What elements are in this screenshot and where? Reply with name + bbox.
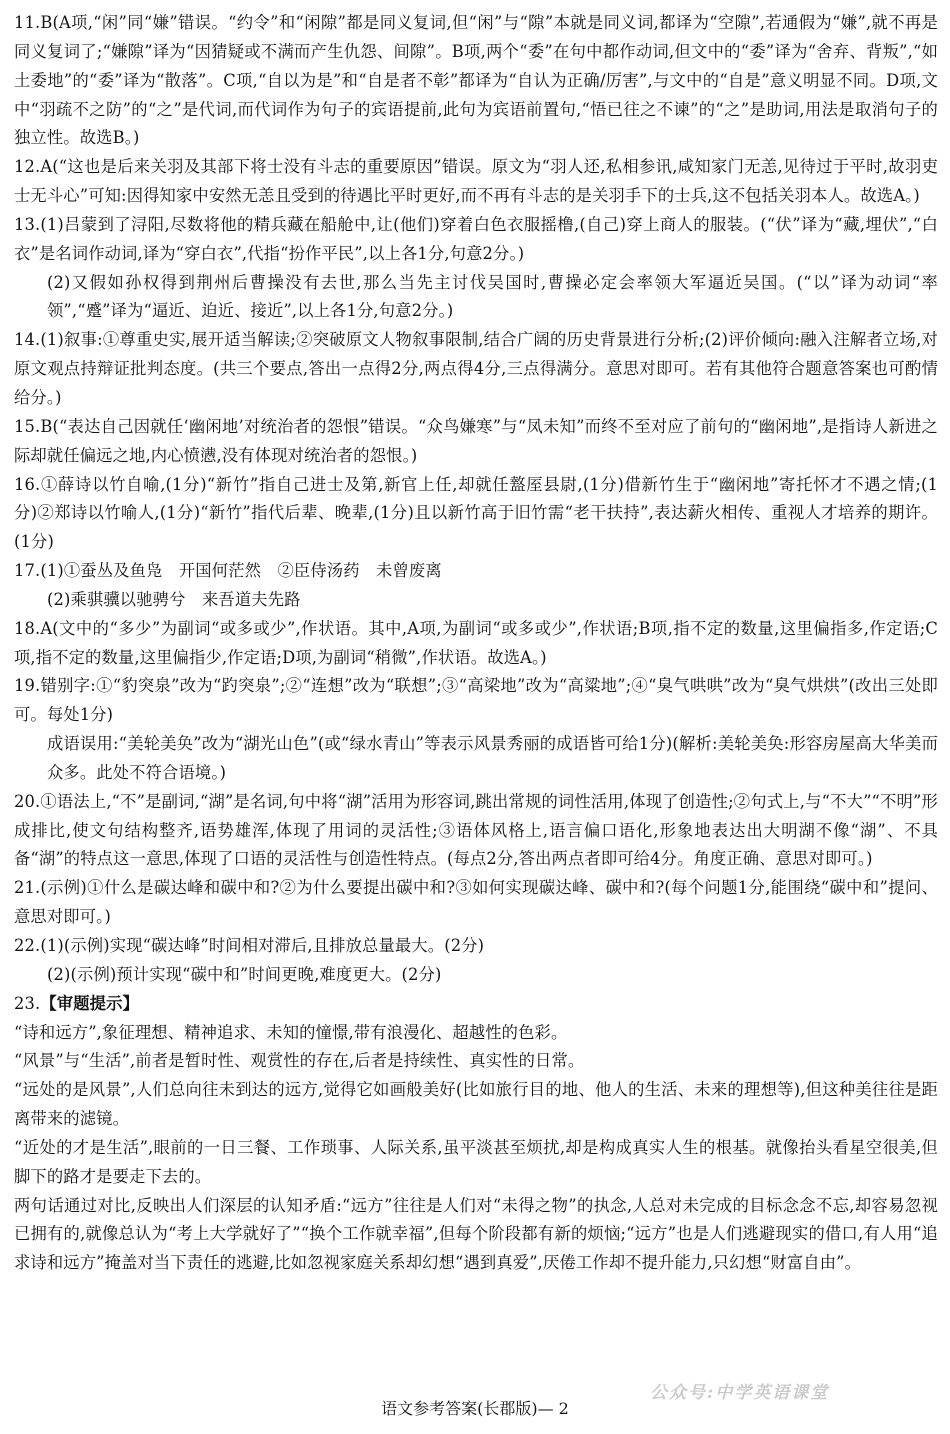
item-text: B(A项,“闲”同“嫌”错误。“约令”和“闲隙”都是同义复词,但“闲”与“隙”本就是同义词,都译为“空隙”,若通假为“嫌”,就不再是同义复词了;“嫌隙”译为“因猜疑或不满而产生仇怨、间隙”。B项,两个“委”在句中都作动词,但文中的“委”译为“舍弃、背叛”,“如土委地”的“委”译为“散落”。C项,“自以为是”和“自是者不彰”都译为“自认为正确/厉害”,与文中的“自是”意义明显不同。D项,文中“羽疏不之防”的“之”是代词,而代词作为句子的宾语提前,此句为宾语前置句,“悟已往之不谏”的“之”是助词,用法是取消句子的独立性。故选B。) <box>14 13 938 148</box>
item-text: “近处的才是生活”,眼前的一日三餐、工作琐事、人际关系,虽平淡甚至烦扰,却是构成真实人生的根基。就像抬头看星空很美,但脚下的路才是要走下去的。 <box>14 1137 938 1186</box>
item-text: 错别字:①“豹突泉”改为“趵突泉”;②“连想”改为“联想”;③“高梁地”改为“高粱地”;④“臭气哄哄”改为“臭气烘烘”(改出三处即可。每处1分) <box>14 676 938 725</box>
item-number: 22. <box>14 936 41 955</box>
item-text: (1)叙事:①尊重史实,展开适当解读;②突破原文人物叙事限制,结合广阔的历史背景进行分析;(2)评价倾向:融入注解者立场,对原文观点持辩证批判态度。(共三个要点,答出一点得2分,两点得4分,三点得满分。意思对即可。若有其他符合题意答案也可酌情给分。) <box>14 330 938 407</box>
item-text: (2)乘骐骥以驰骋兮 来吾道夫先路 <box>47 589 301 609</box>
answer-subitem <box>14 961 938 990</box>
item-text: (2)又假如孙权得到荆州后曹操没有去世,那么当先主讨伐吴国时,曹操必定会率领大军逼近吴国。(“以”译为动词“率领”,“蹙”译为“逼近、迫近、接近”,以上各1分,句意2分。) <box>47 272 938 321</box>
item-number: 21. <box>14 878 41 898</box>
item-number: 13. <box>14 214 41 234</box>
answer-item <box>14 672 938 730</box>
item-text: A(“这也是后来关羽及其部下将士没有斗志的重要原因”错误。原文为“羽人还,私相参讯,咸知家门无恙,见待过于平时,故羽吏士无斗心”可知:因得知家中安然无恙且受到的待遇比平时更好,而不再有斗志的是关羽手下的士兵,这不包括关羽本人。故选A。) <box>14 157 938 206</box>
page-footer: 语文参考答案(长郡版)— 2 <box>381 1399 569 1418</box>
item-number: 17. <box>14 561 41 581</box>
section-heading: 【审题提示】 <box>40 993 139 1013</box>
answer-item <box>14 874 938 932</box>
answer-item <box>14 471 938 558</box>
item-text: (1)(示例)实现“碳达峰”时间相对滞后,且排放总量最大。(2分) <box>40 936 485 955</box>
item-text: “诗和远方”,象征理想、精神追求、未知的憧憬,带有浪漫化、超越性的色彩。 <box>14 1022 568 1042</box>
answer-item <box>14 326 938 413</box>
item-number: 16. <box>14 474 41 494</box>
answer-item <box>14 413 938 471</box>
item-number: 18. <box>14 618 41 638</box>
essay-paragraph <box>14 1076 938 1134</box>
answer-subitem <box>14 730 938 788</box>
essay-paragraph <box>14 1019 938 1048</box>
answer-item <box>14 557 938 586</box>
item-number: 23. <box>14 993 41 1013</box>
answer-subitem <box>14 269 938 327</box>
essay-paragraph <box>14 1134 938 1192</box>
item-text: “风景”与“生活”,前者是暂时性、观赏性的存在,后者是持续性、真实性的日常。 <box>14 1051 585 1071</box>
item-number: 20. <box>14 791 41 811</box>
item-text: 两句话通过对比,反映出人们深层的认知矛盾:“远方”往往是人们对“未得之物”的执念,人总对未完成的目标念念不忘,却容易忽视已拥有的,就像总认为“考上大学就好了”“换个工作就幸福”,但每个阶段都有新的烦恼;“远方”也是人们逃避现实的借口,有人用“追求诗和远方”掩盖对当下责任的逃避,比如忽视家庭关系却幻想“遇到真爱”,厌倦工作却不提升能力,只幻想“财富自由”。 <box>14 1195 938 1273</box>
answer-item <box>14 211 938 269</box>
answer-subitem <box>14 586 938 615</box>
watermark: 公众号:中学英语课堂 <box>650 1383 830 1403</box>
item-number: 19. <box>14 676 41 696</box>
item-text: B(“表达自己因就任‘幽闲地’对统治者的怨恨”错误。“众鸟嫌寒”与“凤未知”而终不至对应了前句的“幽闲地”,是指诗人新进之际却就任偏远之地,内心愤懑,没有体现对统治者的怨恨。) <box>14 416 938 465</box>
answer-item <box>14 153 938 211</box>
item-text: 成语误用:“美轮美奂”改为“湖光山色”(或“绿水青山”等表示风景秀丽的成语皆可给1分)(解析:美轮美奂:形容房屋高大华美而众多。此处不符合语境。) <box>47 734 938 782</box>
item-text: (2)(示例)预计实现“碳中和”时间更晚,难度更大。(2分) <box>47 964 442 984</box>
answer-item <box>14 615 938 673</box>
item-text: “远处的是风景”,人们总向往未到达的远方,觉得它如画般美好(比如旅行目的地、他人的生活、未来的理想等),但这种美往往是距离带来的滤镜。 <box>14 1080 938 1129</box>
essay-paragraph <box>14 1192 938 1279</box>
item-text: ①薛诗以竹自喻,(1分)“新竹”指自己进士及第,新官上任,却就任盩厔县尉,(1分)借新竹生于“幽闲地”寄托怀才不遇之情;(1分)②郑诗以竹喻人,(1分)“新竹”指代后辈、晚辈,(1分)且以新竹高于旧竹需“老干扶持”,表达薪火相传、重视人才培养的期许。(1分) <box>14 474 938 552</box>
item-text: (1)①蚕丛及鱼凫 开国何茫然 ②臣侍汤药 未曾废离 <box>40 561 442 581</box>
answer-item <box>14 788 938 875</box>
item-number: 14. <box>14 330 41 350</box>
essay-paragraph <box>14 1047 938 1076</box>
item-text: (示例)①什么是碳达峰和碳中和?②为什么要提出碳中和?③如何实现碳达峰、碳中和?(每个问题1分,能围绕“碳中和”提问、意思对即可。) <box>14 878 938 927</box>
item-text: A(文中的“多少”为副词“或多或少”,作状语。其中,A项,为副词“或多或少”,作状语;B项,指不定的数量,这里偏指多,作定语;C项,指不定的数量,这里偏指少,作定语;D项,为副词“稍微”,作状语。故选A。) <box>14 618 938 667</box>
item-text: (1)吕蒙到了浔阳,尽数将他的精兵藏在船舱中,让(他们)穿着白色衣服摇橹,(自己)穿上商人的服装。(“伏”译为“藏,埋伏”,“白衣”是名词作动词,译为“穿白衣”,代指“扮作平民”,以上各1分,句意2分。) <box>14 214 938 263</box>
item-number: 11. <box>14 13 41 32</box>
answer-item <box>14 990 938 1019</box>
item-number: 15. <box>14 416 41 436</box>
item-text: ①语法上,“不”是副词,“湖”是名词,句中将“湖”活用为形容词,跳出常规的词性活用,体现了创造性;②句式上,与“不大”“不明”形成排比,使文句结构整齐,语势雄浑,体现了用词的灵活性;③语体风格上,语言偏口语化,形象地表达出大明湖不像“湖”、不具备“湖”的特点这一意思,体现了口语的灵活性与创造性特点。(每点2分,答出两点者即可给4分。角度正确、意思对即可。) <box>14 791 938 869</box>
answer-item <box>14 9 938 153</box>
item-number: 12. <box>14 157 41 177</box>
answer-item <box>14 932 938 961</box>
answer-content <box>14 9 938 1278</box>
